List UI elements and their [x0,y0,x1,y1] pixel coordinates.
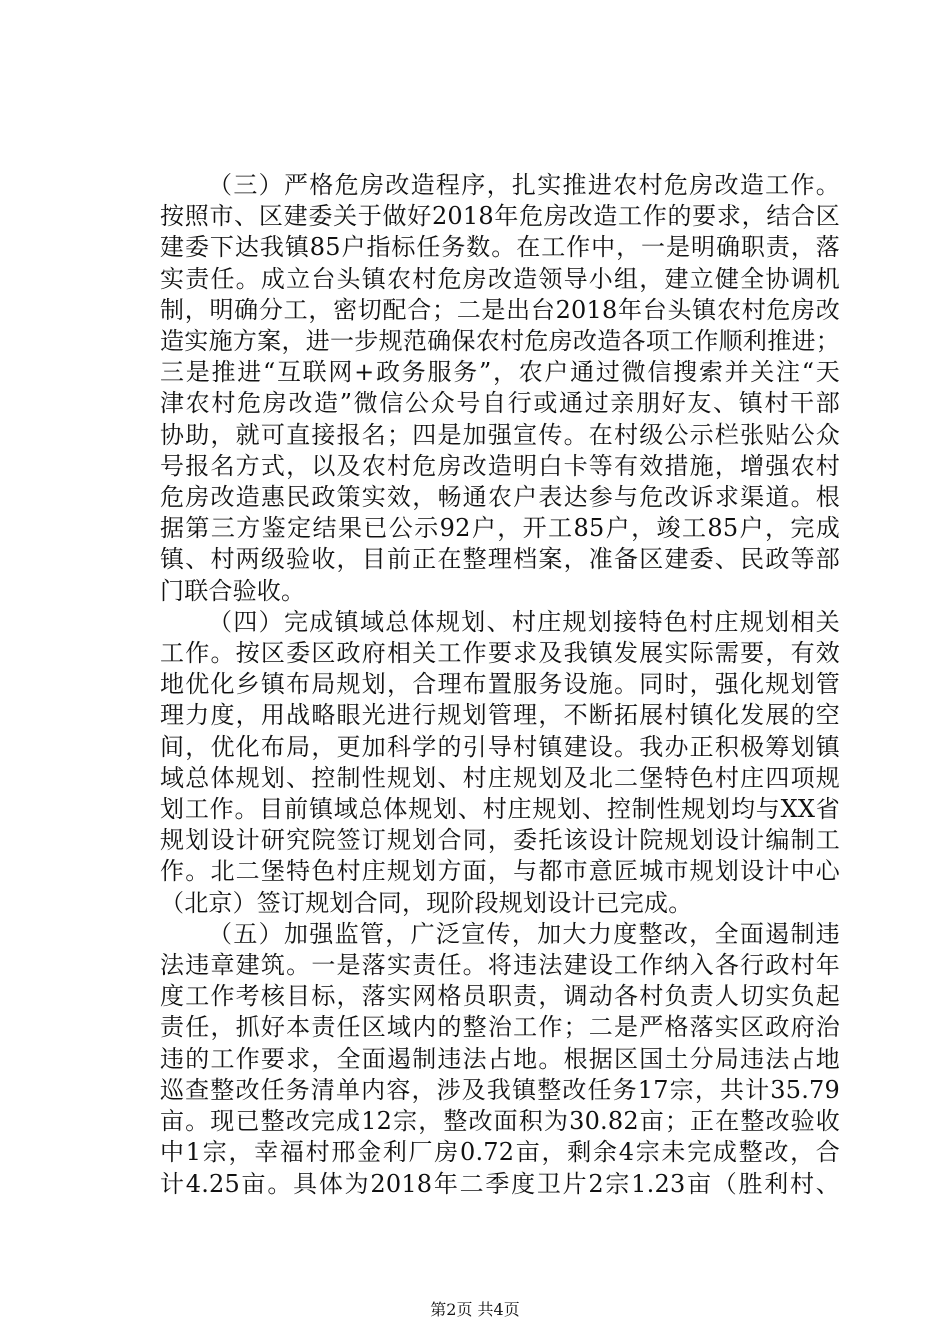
text-line: 工作。按区委区政府相关工作要求及我镇发展实际需要，有效 [160,639,840,668]
text-line: 违的工作要求，全面遏制违法占地。根据区国土分局违法占地 [160,1044,840,1073]
text-line: 理力度，用战略眼光进行规划管理，不断拓展村镇化发展的空 [160,701,840,730]
paragraph-3 [160,170,840,607]
text-line: 按照市、区建委关于做好2018年危房改造工作的要求，结合区 [160,202,840,231]
text-line: 据第三方鉴定结果已公示92户，开工85户，竣工85户，完成 [160,514,840,543]
text-line: （五）加强监管，广泛宣传，加大力度整改，全面遏制违 [208,919,840,948]
text-line: 门联合验收。 [160,576,306,605]
text-line: （北京）签订规划合同，现阶段规划设计已完成。 [160,888,693,917]
text-line: 巡查整改任务清单内容，涉及我镇整改任务17宗，共计35.79 [160,1075,840,1104]
text-line: 域总体规划、控制性规划、村庄规划及北二堡特色村庄四项规 [160,763,840,792]
page-number-footer: 第2页 共4页 [430,1300,520,1319]
text-line: 计4.25亩。具体为2018年二季度卫片2宗1.23亩（胜利村、 [160,1169,840,1198]
text-line: 法违章建筑。一是落实责任。将违法建设工作纳入各行政村年 [160,951,840,980]
paragraph-5 [160,919,840,1200]
text-line: 三是推进“互联网+政务服务”，农户通过微信搜索并关注“天 [160,358,840,387]
text-line: 镇、村两级验收，目前正在整理档案，准备区建委、民政等部 [160,545,840,574]
text-line: 实责任。成立台头镇农村危房改造领导小组，建立健全协调机 [160,264,840,293]
text-line: 地优化乡镇布局规划，合理布置服务设施。同时，强化规划管 [160,670,840,699]
text-line: 津农村危房改造”微信公众号自行或通过亲朋好友、镇村干部 [160,389,840,418]
text-line: 作。北二堡特色村庄规划方面，与都市意匠城市规划设计中心 [160,857,840,886]
text-line: （三）严格危房改造程序，扎实推进农村危房改造工作。 [208,171,840,199]
text-line: 协助，就可直接报名；四是加强宣传。在村级公示栏张贴公众 [160,420,840,449]
paragraph-4 [160,607,840,919]
text-line: 划工作。目前镇域总体规划、村庄规划、控制性规划均与XX省 [160,795,840,824]
body-text [160,170,840,1200]
text-line: 危房改造惠民政策实效，畅通农户表达参与危改诉求渠道。根 [160,483,840,512]
text-line: 度工作考核目标，落实网格员职责，调动各村负责人切实负起 [160,982,840,1011]
text-line: 建委下达我镇85户指标任务数。在工作中，一是明确职责，落 [160,233,840,262]
text-line: 规划设计研究院签订规划合同，委托该设计院规划设计编制工 [160,826,840,855]
text-line: 号报名方式，以及农村危房改造明白卡等有效措施，增强农村 [160,451,840,480]
text-line: 责任，抓好本责任区域内的整治工作；二是严格落实区政府治 [160,1013,840,1042]
text-line: 造实施方案，进一步规范确保农村危房改造各项工作顺利推进； [160,327,840,356]
text-line: 中1宗，幸福村邢金利厂房0.72亩，剩余4宗未完成整改，合 [160,1138,840,1167]
text-line: 制，明确分工，密切配合；二是出台2018年台头镇农村危房改 [160,295,840,324]
text-line: 间，优化布局，更加科学的引导村镇建设。我办正积极筹划镇 [160,732,840,761]
text-line: 亩。现已整改完成12宗，整改面积为30.82亩；正在整改验收 [160,1107,840,1136]
text-line: （四）完成镇域总体规划、村庄规划接特色村庄规划相关 [208,607,840,636]
